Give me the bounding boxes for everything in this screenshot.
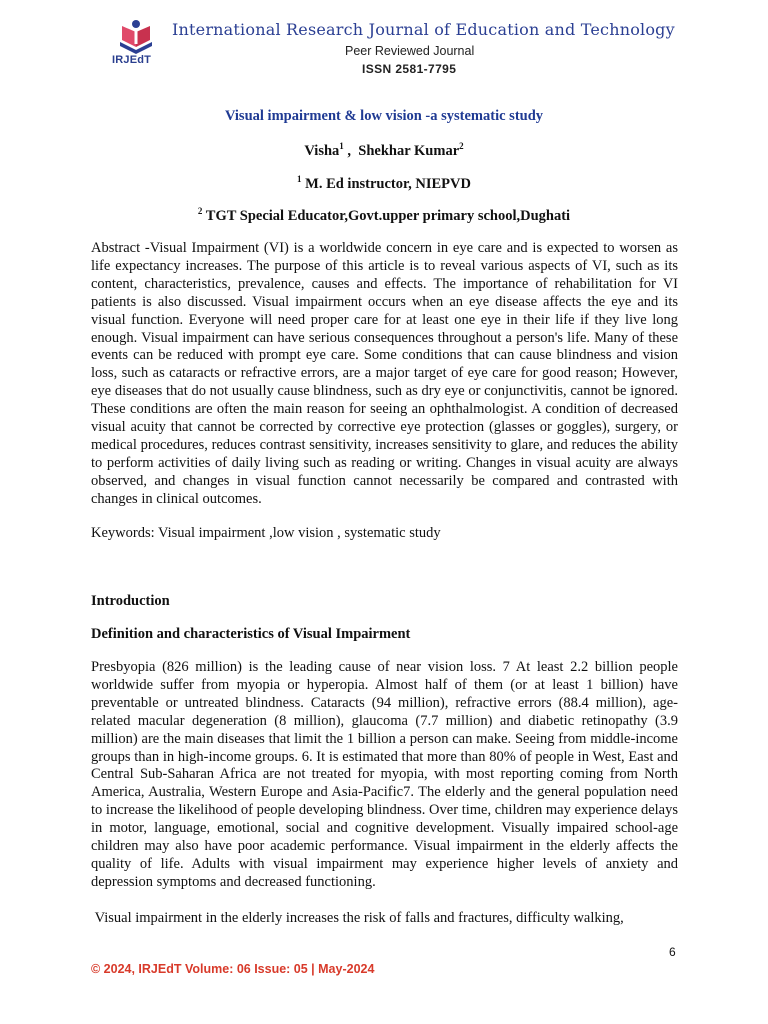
author-separator: , <box>343 143 359 159</box>
keywords: Keywords: Visual impairment ,low vision , systematic study <box>91 525 441 541</box>
abstract: Abstract -Visual Impairment (VI) is a worldwide concern in eye care and is expected to worsen as life expectancy increases. The purpose of this article is to reveal various aspects of VI, such as its content, characteristics, prevalence, causes and effects. The importance of rehabilitation for VI patients is also discussed. Visual impairment occurs when an eye disease affects the eye and its visual function. Everyone will need proper care for at least one eye in their life if they live long enough. Visual impairment can have serious consequences throughout a person's life. Many of these events can be reduced with prompt eye care. Some conditions that can cause blindness and vision loss, such as cataracts or refractive errors, are a major target of eye care for good reason; However, eye diseases that do not usually cause blindness, such as dry eye or conjunctivitis, cannot be ignored. These conditions are often the main reason for seeing an ophthalmologist. A condition of decreased visual acuity that cannot be corrected by corrective eye protection (glasses or goggles), surgery, or medical procedures, reduces contrast sensitivity, increases sensitivity to glare, and reduces the ability to perform activities of daily living such as reading or writing. Changes in visual acuity are always observed, and changes in visual function cannot necessarily be compared and contrasted with changes in clinical outcomes. <box>91 240 678 507</box>
author-2: Shekhar Kumar <box>358 143 460 159</box>
body-paragraph-2: Visual impairment in the elderly increases the risk of falls and fractures, difficulty walking, <box>91 910 624 926</box>
author-1: Visha <box>304 143 340 159</box>
affiliation-1-text: M. Ed instructor, NIEPVD <box>301 176 471 192</box>
author-1-sup: 1 <box>339 141 344 152</box>
affiliation-2 <box>0 208 768 225</box>
author-2-sup: 2 <box>459 141 464 152</box>
heading-definition: Definition and characteristics of Visual Impairment <box>91 626 411 642</box>
footer-copyright: © 2024, IRJEdT Volume: 06 Issue: 05 | May-2024 <box>91 962 375 976</box>
article-title: Visual impairment & low vision -a systematic study <box>224 108 544 124</box>
issn: ISSN 2581-7795 <box>362 62 457 76</box>
authors <box>0 143 768 160</box>
affiliation-2-text: TGT Special Educator,Govt.upper primary school,Dughati <box>202 208 571 224</box>
page-number: 6 <box>669 945 676 959</box>
body-paragraph-1: Presbyopia (826 million) is the leading cause of near vision loss. 7 At least 2.2 billion people worldwide suffer from myopia or hyperopia. Almost half of them (or at least 1 billion) have preventable or untreated blindness. Cataracts (94 million), refractive errors (88.4 million), age-related macular degeneration (8 million), glaucoma (7.7 million) and diabetic retinopathy (3.9 million) are the main diseases that limit the 1 billion a person can make. Seeing from middle-income groups than in high-income groups. 6. It is estimated that more than 80% of people in West, East and Central Sub-Saharan Africa are not treated for myopia, with most reporting coming from North America, Australia, Western Europe and Asia-Pacific7. The elderly and the general population need to increase the likelihood of people developing blindness. Over time, children may experience delays in motor, language, emotional, social and cognitive development. Visually impaired school-age children may also have poor academic performance. Visual impairment in the elderly affects the quality of life. Adults with visual impairment may experience higher levels of anxiety and depression symptoms and decreased functioning. <box>91 659 678 890</box>
heading-introduction: Introduction <box>91 593 170 609</box>
affiliation-1-sup: 1 <box>297 174 302 185</box>
affiliation-2-sup: 2 <box>197 206 203 217</box>
logo-text: IRJEdT <box>112 54 152 66</box>
journal-name: International Research Journal of Education and Technology <box>172 20 675 39</box>
journal-header <box>110 12 690 82</box>
affiliation-1 <box>0 176 768 193</box>
peer-reviewed-label: Peer Reviewed Journal <box>345 44 475 58</box>
